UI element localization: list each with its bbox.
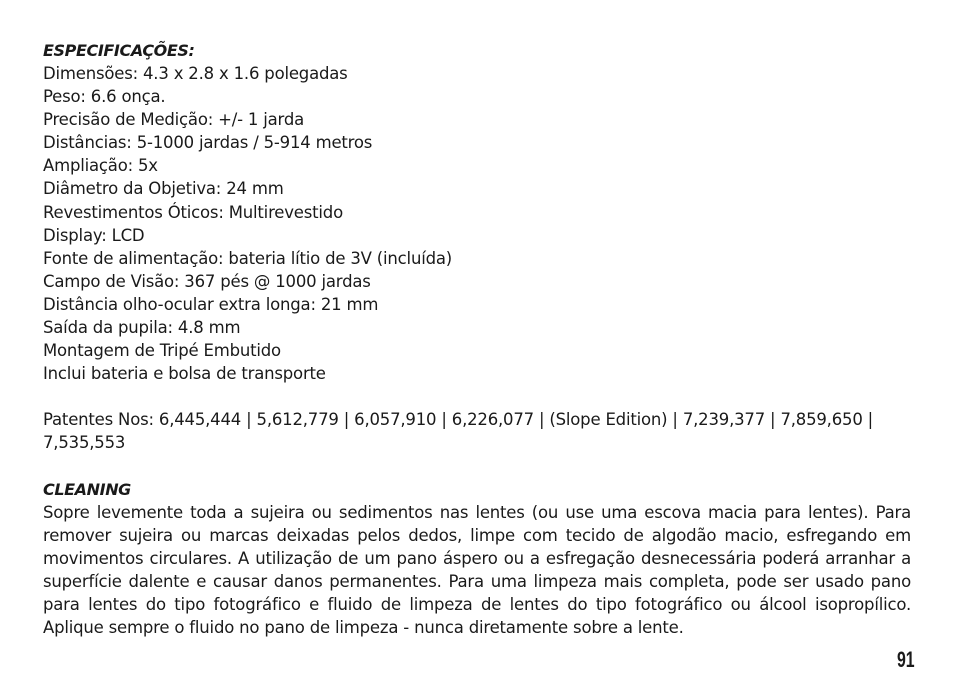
spec-objective-diameter: Diâmetro da Objetiva: 24 mm: [43, 179, 284, 199]
spec-magnification: Ampliação: 5x: [43, 156, 158, 176]
spec-range: Distâncias: 5-1000 jardas / 5-914 metros: [43, 133, 373, 153]
specifications-heading: ESPECIFICAÇÕES:: [43, 41, 195, 60]
patents-text: Patentes Nos: 6,445,444 | 5,612,779 | 6,057,910 | 6,226,077 | (Slope Edition) | 7,239,377 | 7,859,650 | 7,535,553: [43, 410, 874, 453]
spec-tripod-mount: Montagem de Tripé Embutido: [43, 341, 281, 361]
page-number: 91: [897, 647, 915, 672]
specifications-list: [43, 62, 911, 385]
spec-includes: Inclui bateria e bolsa de transporte: [43, 364, 326, 384]
spec-optical-coatings: Revestimentos Óticos: Multirevestido: [43, 202, 343, 222]
spacer: [43, 385, 911, 408]
cleaning-body: Sopre levemente toda a sujeira ou sedimentos nas lentes (ou use uma escova macia para lentes). Para remover sujeira ou marcas deixadas pelos dedos, limpe com tecido de algodão macio, esfregando em movimentos circulares. A utilização de um pano áspero ou a esfregação desnecessária poderá arranhar a superfície dalente e causar danos permanentes. Para uma limpeza mais completa, pode ser usado pano para lentes do tipo fotográfico e fluido de limpeza de lentes do tipo fotográfico ou álcool isopropílico. Aplique sempre o fluido no pano de limpeza - nunca diretamente sobre a lente.: [43, 502, 911, 637]
spec-field-of-view: Campo de Visão: 367 pés @ 1000 jardas: [43, 271, 371, 291]
spec-exit-pupil: Saída da pupila: 4.8 mm: [43, 318, 241, 338]
manual-page: [43, 39, 911, 639]
spec-accuracy: Precisão de Medição: +/- 1 jarda: [43, 110, 305, 130]
spec-eye-relief: Distância olho-ocular extra longa: 21 mm: [43, 294, 379, 314]
spec-dimensions: Dimensões: 4.3 x 2.8 x 1.6 polegadas: [43, 64, 348, 83]
cleaning-heading: CLEANING: [43, 479, 131, 499]
spacer: [43, 455, 911, 478]
spec-display: Display: LCD: [43, 225, 145, 245]
spec-weight: Peso: 6.6 onça.: [43, 87, 166, 107]
spec-power-source: Fonte de alimentação: bateria lítio de 3V (incluída): [43, 248, 453, 268]
